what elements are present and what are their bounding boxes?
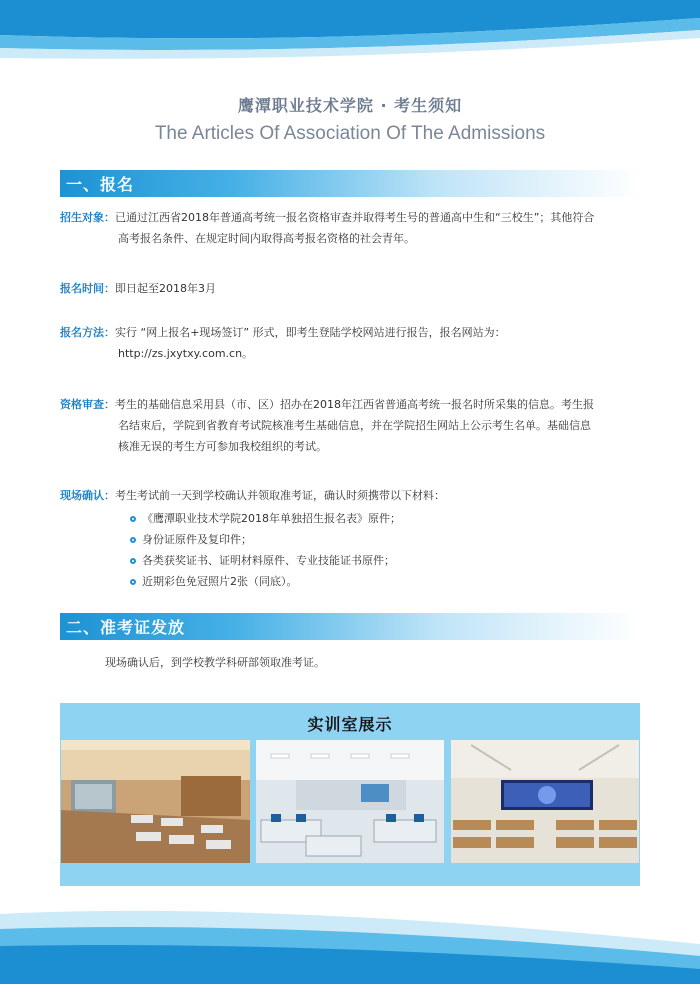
circle-bullet-icon — [130, 537, 136, 543]
item-time — [60, 278, 645, 299]
item-text: 考生的基础信息采用县（市、区）招办在2018年江西省普通高考统一报名时所采集的信息。考生报 — [115, 398, 594, 411]
item-target — [60, 207, 645, 249]
circle-bullet-icon — [130, 558, 136, 564]
materials-list — [130, 508, 401, 592]
item-label: 招生对象： — [60, 211, 115, 224]
item-label: 资格审查： — [60, 398, 115, 411]
item-text: 已通过江西省2018年普通高考统一报名资格审查并取得考生号的普通高中生和“三校生”；其他符合 — [115, 211, 595, 224]
gallery-title: 实训室展示 — [307, 715, 393, 734]
section-heading-registration — [60, 170, 640, 197]
item-method — [60, 322, 645, 364]
registration-url: http://zs.jxytxy.com.cn。 — [118, 347, 254, 360]
bottom-wave-decoration — [0, 894, 700, 984]
item-text: 高考报名条件、在规定时间内取得高考报名资格的社会青年。 — [118, 232, 415, 245]
page-title: 鹰潭职业技术学院 · 考生须知 — [237, 96, 463, 115]
lab-photo-1 — [61, 740, 250, 863]
list-item: 近期彩色免冠照片2张（同底）。 — [130, 571, 401, 592]
item-text: 核准无误的考生方可参加我校组织的考试。 — [118, 440, 327, 453]
item-text: 考生考试前一天到学校确认并领取准考证，确认时须携带以下材料： — [115, 489, 445, 502]
section-heading-text: 一、报名 — [66, 175, 135, 194]
admission-ticket-text: 现场确认后，到学校教学科研部领取准考证。 — [105, 656, 325, 669]
circle-bullet-icon — [130, 516, 136, 522]
item-label: 报名时间： — [60, 282, 115, 295]
list-item: 《鹰潭职业技术学院2018年单独招生报名表》原件； — [130, 508, 401, 529]
list-item: 各类获奖证书、证明材料原件、专业技能证书原件； — [130, 550, 401, 571]
lab-photo-2 — [256, 740, 444, 863]
section-heading-text: 二、准考证发放 — [66, 618, 186, 637]
item-review — [60, 394, 645, 457]
item-text: 即日起至2018年3月 — [115, 282, 216, 295]
circle-bullet-icon — [130, 579, 136, 585]
lab-gallery — [60, 703, 640, 886]
section-heading-admission-ticket — [60, 613, 640, 640]
item-confirm — [60, 485, 645, 506]
lab-photo-3 — [451, 740, 639, 863]
page-subtitle: The Articles Of Association Of The Admissions — [154, 123, 546, 144]
item-text: 实行 “网上报名+现场签订” 形式，即考生登陆学校网站进行报告，报名网站为： — [115, 326, 506, 339]
item-label: 报名方法： — [60, 326, 115, 339]
top-wave-decoration — [0, 0, 700, 70]
list-item: 身份证原件及复印件； — [130, 529, 401, 550]
item-text: 名结束后，学院到省教育考试院核准考生基础信息，并在学院招生网站上公示考生名单。基础信息 — [118, 419, 591, 432]
item-label: 现场确认： — [60, 489, 115, 502]
